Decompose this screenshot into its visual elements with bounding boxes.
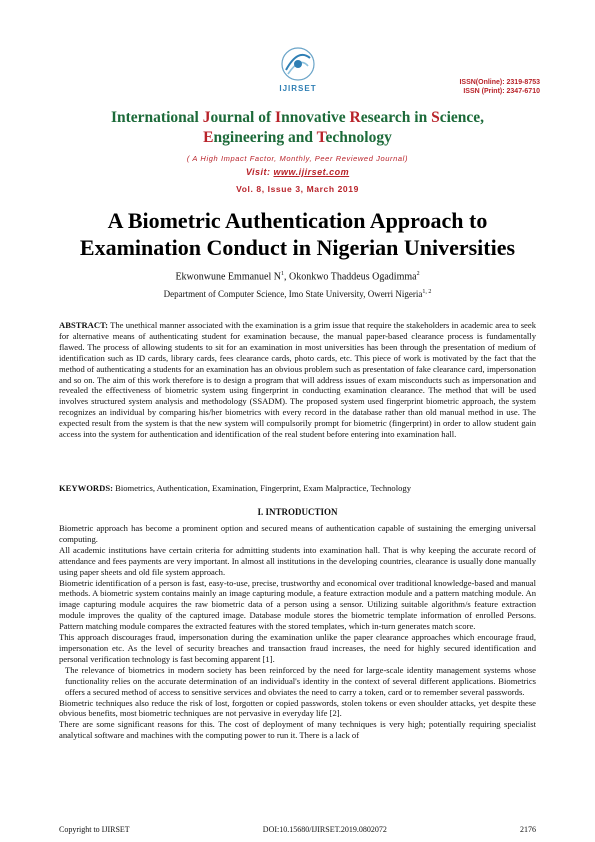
paper-title-line1: A Biometric Authentication Approach to <box>107 208 488 233</box>
journal-logo <box>268 42 328 100</box>
visit-line <box>40 167 555 177</box>
author-2: Okonkwo Thaddeus Ogadimma <box>288 271 417 283</box>
journal-subtitle: ( A High Impact Factor, Monthly, Peer Reviewed Journal) <box>186 154 409 163</box>
paper-title-line2: Examination Conduct in Nigerian Universities <box>79 235 516 260</box>
paragraph: All academic institutions have certain criteria for admitting students into examination hall. That is why keeping the accurate record of attendance and fees payments are very important. In almost all institutions in the developing countries, clearance is usually done manually using paper sheets and old file system approach. <box>59 544 536 577</box>
introduction-body <box>59 523 536 741</box>
logo-text: IJIRSET <box>279 84 317 93</box>
section-heading-introduction: I. INTRODUCTION <box>257 507 338 517</box>
journal-title <box>40 108 555 148</box>
paragraph: Biometric techniques also reduce the risk of lost, forgotten or copied passwords, stolen tokens or even shoulder attacks, yet despite these obvious benefits, most biometric techniques are not pervasive in everyday life [2]. <box>59 697 536 719</box>
paper-title <box>40 207 555 261</box>
journal-title-line2: Engineering and Technology <box>203 129 392 146</box>
footer-doi: DOI:10.15680/IJIRSET.2019.0802072 <box>262 825 387 834</box>
paragraph: Biometric approach has become a prominent option and secured means of authentication capable of sustaining the emerging universal computing. <box>59 523 536 544</box>
abstract-label: ABSTRACT: <box>59 320 109 330</box>
volume-issue: Vol. 8, Issue 3, March 2019 <box>236 184 359 194</box>
footer-copyright: Copyright to IJIRSET <box>59 825 130 834</box>
issn-block <box>459 78 540 96</box>
journal-website-link[interactable]: www.ijirset.com <box>273 167 350 177</box>
page-footer <box>59 825 536 834</box>
affiliation: Department of Computer Science, Imo State University, Owerri Nigeria$^{1, 2}$ <box>163 289 432 299</box>
issn-print: ISSN (Print): 2347-6710 <box>463 88 540 95</box>
authors: Ekwonwune Emmanuel $N^1$, Okonkwo Thaddeus Ogadimma$^2$ <box>175 271 420 283</box>
paragraph: There are some significant reasons for this. The cost of deployment of many techniques is very high; potentially requiring specialist analytical software and machines with the computing power to run it. There is a lack of <box>59 719 536 741</box>
issn-online: ISSN(Online): 2319-8753 <box>459 79 540 86</box>
keywords-text: Biometrics, Authentication, Examination, Fingerprint, Exam Malpractice, Technology <box>112 483 412 493</box>
journal-title-line1: International Journal of Innovative Research in Science, <box>110 109 485 126</box>
author-1: Ekwonwune Emmanuel N <box>175 271 281 283</box>
paragraph: This approach discourages fraud, impersonation during the examination unlike the paper clearance approaches which encourage fraud, impersonation etc. As the level of security breaches and transaction fraud increases, the need for highly secured identification and personal verification technology is fast becoming apparent [1]. <box>59 632 536 664</box>
abstract <box>59 320 536 440</box>
paragraph: The relevance of biometrics in modern society has been reinforced by the need for large-scale identity management systems whose functionality relies on the accurate determination of an individual's identity in the context of several different applications. Biometrics offers a secured method of access to sensitive services and obviates the need to carry a token, card or to remember several passwords. <box>65 664 536 697</box>
abstract-text: The unethical manner associated with the examination is a grim issue that require the stakeholders in academic area to seek for alternative means of authenticating student for examination because, the manual paper-based clearance process is fundamentally flawed. The process of allowing students to sit for an examination in most universities has been through the presentation of medium of identification such as ID cards, library cards, fees clearance cards, photo cards, etc. This piece of work is motivated by the fact that the method of authenticating a students for an examination has an obvious problem such as presentation of fake clearance card, impersonation and so on. The aim of this work therefore is to design a program that will address issues of exam misconducts such as impersonation and revealed the effectiveness of biometric system using fingerprint in conducting examination clearance. The method that will be used involves structured system analysis and methodology (SSADM). The proposed system used fingerprint biometric approach, the system recognizes an individual by comparing his/her biometrics with every record in the database rather than old manual method in use. The expected result from the system is that the new system will compulsorily prompt for biometric (fingerprint) in order to allow student gain access into the system for authentication and identification of the real student before entering into examination hall. <box>59 320 536 440</box>
keywords <box>59 483 536 494</box>
keywords-label: KEYWORDS: <box>59 483 113 493</box>
page-number: 2176 <box>520 825 536 834</box>
visit-label: Visit: <box>245 167 274 177</box>
paragraph: Biometric identification of a person is fast, easy-to-use, precise, trustworthy and economical over traditional knowledge-based and manual methods. A biometric system contains mainly an image capturing module, a feature extraction module and a pattern matching module. An image capturing module acquires the raw biometric data of a person using a sensor. Utilizing suitable algorithm/s feature extraction module improves the quality of the captured image. Database module stores the biometric template information of enrolled Persons. Pattern matching module compares the extracted features with the stored templates, which in-turn generates match score. <box>59 577 536 632</box>
